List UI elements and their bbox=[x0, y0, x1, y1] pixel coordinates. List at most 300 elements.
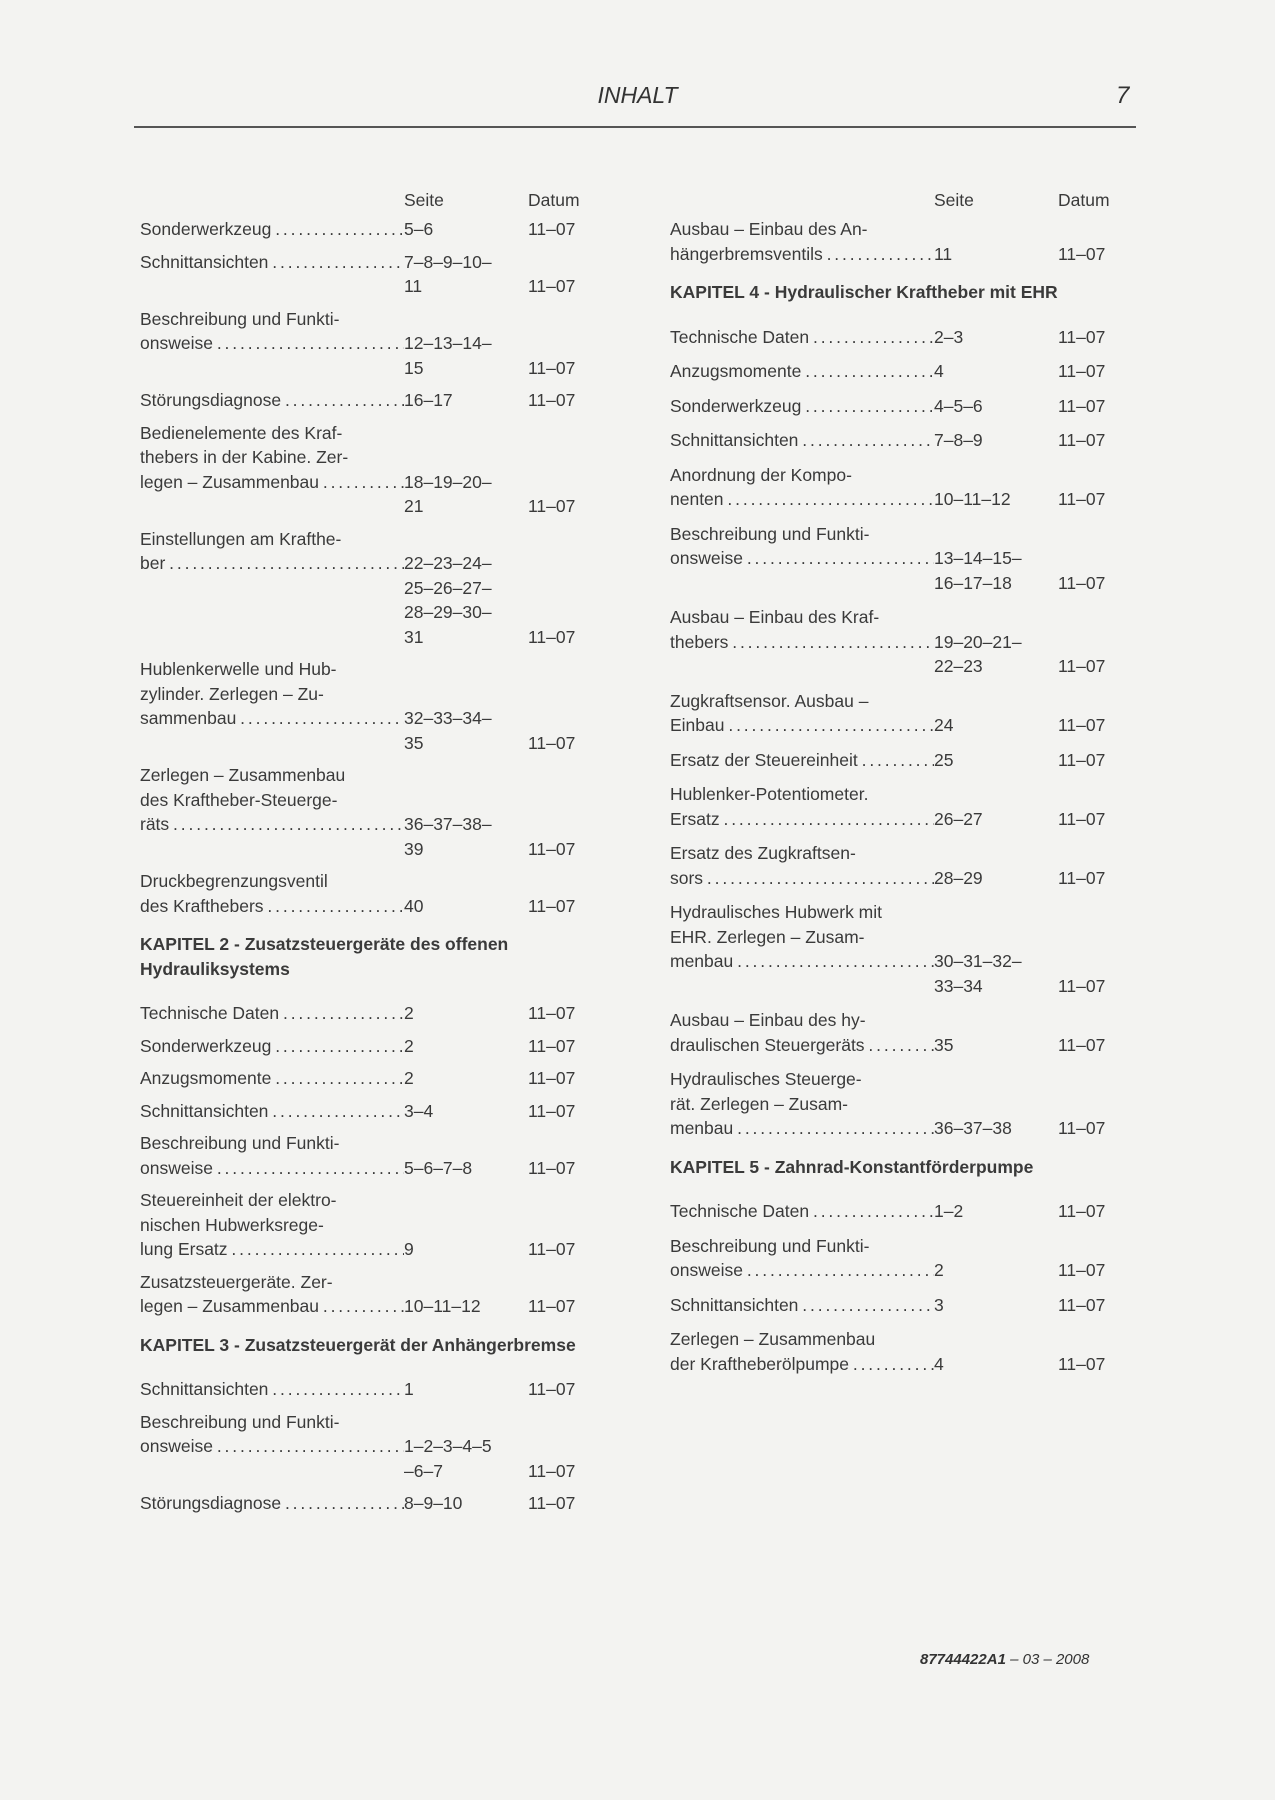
toc-entry-line bbox=[670, 949, 1130, 974]
entry-pages bbox=[404, 682, 528, 707]
entry-pages: 22–23–24– bbox=[404, 553, 492, 573]
entry-pages: 13–14–15– bbox=[934, 548, 1022, 568]
entry-date: 11–07 bbox=[528, 1068, 576, 1088]
entry-date: 11–07 bbox=[1058, 808, 1106, 829]
entry-pages: 36–37–38 bbox=[934, 1118, 1012, 1138]
entry-title: Ausbau – Einbau des hy- bbox=[670, 1010, 866, 1030]
entry-title: nenten . . . bbox=[670, 487, 934, 512]
entry-date bbox=[528, 1188, 600, 1213]
entry-title: Störungsdiagnose . . . bbox=[140, 388, 404, 413]
toc-entry-line bbox=[140, 731, 600, 756]
entry-title: Anzugsmomente . . . bbox=[140, 1066, 404, 1091]
entry-title: Anordnung der Kompo- bbox=[670, 464, 852, 485]
entry-date: 11–07 bbox=[1058, 430, 1106, 450]
entry-title: Schnittansichten . . . bbox=[670, 1293, 934, 1318]
entry-date bbox=[528, 1434, 600, 1459]
entry-title: Hublenker-Potentiometer. bbox=[670, 784, 869, 804]
entry-date bbox=[528, 657, 600, 682]
toc-entry-line bbox=[670, 1258, 1130, 1283]
entry-date: 11–07 bbox=[528, 838, 576, 859]
entry-date: 11–07 bbox=[1058, 1201, 1106, 1221]
entry-date: 11–07 bbox=[528, 219, 576, 239]
entry-date: 11–07 bbox=[1058, 715, 1106, 735]
entry-title: des Krafthebers . . . bbox=[140, 894, 404, 919]
entry-pages: 3–4 bbox=[404, 1100, 434, 1121]
entry-title: Beschreibung und Funkti- bbox=[140, 1411, 340, 1432]
entry-pages: 1–2 bbox=[934, 1201, 964, 1221]
entry-pages: 33–34 bbox=[934, 975, 983, 996]
toc-entry-line bbox=[140, 470, 600, 495]
entry-title bbox=[670, 571, 934, 596]
entry-pages: 25 bbox=[934, 749, 954, 770]
entry-title bbox=[670, 974, 934, 999]
entry-date: 11–07 bbox=[528, 626, 576, 647]
toc-entry-line bbox=[140, 1213, 600, 1238]
entry-pages: 35 bbox=[404, 732, 424, 753]
toc-entry-line bbox=[670, 546, 1130, 571]
entry-title: räts . . . bbox=[140, 812, 404, 837]
toc-entry-line bbox=[670, 1008, 1130, 1033]
toc-entry[interactable] bbox=[670, 325, 1130, 350]
entry-date: 11–07 bbox=[1058, 243, 1106, 264]
entry-pages: 24 bbox=[934, 715, 954, 735]
toc-entry[interactable] bbox=[670, 689, 1130, 738]
entry-pages: 22–23 bbox=[934, 656, 983, 676]
entry-date bbox=[528, 869, 600, 894]
toc-entry-line bbox=[140, 837, 600, 862]
entry-title bbox=[140, 356, 404, 381]
entry-pages bbox=[404, 657, 528, 682]
toc-entry-line bbox=[670, 605, 1130, 630]
entry-date bbox=[528, 1213, 600, 1238]
entry-date bbox=[1058, 900, 1130, 925]
entry-title bbox=[140, 837, 404, 862]
entry-pages: 8–9–10 bbox=[404, 1493, 463, 1513]
entry-title: Hydraulisches Hubwerk mit bbox=[670, 902, 883, 922]
toc-entry[interactable] bbox=[140, 307, 600, 381]
toc-entry-line bbox=[140, 445, 600, 470]
entry-date bbox=[528, 1410, 600, 1435]
entry-title: Beschreibung und Funkti- bbox=[670, 1235, 870, 1256]
entry-date: 11–07 bbox=[528, 390, 576, 410]
toc-entry-line bbox=[670, 217, 1130, 242]
entry-date: 11–07 bbox=[528, 732, 576, 753]
entry-pages: 18–19–20– bbox=[404, 471, 492, 492]
entry-title: legen – Zusammenbau . . . bbox=[140, 470, 404, 495]
entry-title: der Kraftheberölpumpe . . . bbox=[670, 1352, 934, 1377]
toc-entry[interactable] bbox=[670, 748, 1130, 773]
entry-date bbox=[528, 527, 600, 552]
toc-entry-line bbox=[670, 428, 1130, 453]
toc-entry-line bbox=[670, 1234, 1130, 1259]
entry-title: onsweise . . . bbox=[670, 1258, 934, 1283]
entry-pages: 7–8–9–10– bbox=[404, 251, 492, 272]
entry-date: 11–07 bbox=[528, 895, 576, 916]
entry-title: zylinder. Zerlegen – Zu- bbox=[140, 683, 324, 704]
toc-entry[interactable] bbox=[670, 394, 1130, 419]
entry-date bbox=[528, 307, 600, 332]
entry-pages: 15 bbox=[404, 357, 424, 378]
toc-entry-line bbox=[140, 356, 600, 381]
toc-entry[interactable] bbox=[140, 388, 600, 413]
entry-pages: 26–27 bbox=[934, 808, 983, 829]
toc-entry-line bbox=[140, 1270, 600, 1295]
toc-entry[interactable] bbox=[140, 1491, 600, 1516]
toc-entry[interactable] bbox=[140, 1066, 600, 1091]
chapter-heading: KAPITEL 2 - Zusatzsteuergeräte des offenen Hydrauliksystems bbox=[140, 934, 509, 979]
chapter-heading: KAPITEL 3 - Zusatzsteuergerät der Anhängerbremse bbox=[140, 1334, 576, 1355]
entry-date: 11–07 bbox=[528, 1296, 576, 1316]
toc-entry-line bbox=[140, 421, 600, 446]
entry-pages: 31 bbox=[404, 626, 424, 647]
entry-date bbox=[1058, 546, 1130, 571]
entry-date bbox=[1058, 782, 1130, 807]
entry-date: 11–07 bbox=[528, 276, 576, 296]
entry-date bbox=[1058, 1234, 1130, 1259]
toc-entry-line bbox=[140, 1066, 600, 1091]
toc-entry-line bbox=[140, 1156, 600, 1181]
entry-title: lung Ersatz . . . bbox=[140, 1237, 404, 1262]
chapter-heading: KAPITEL 4 - Hydraulischer Kraftheber mit EHR bbox=[670, 282, 1058, 302]
entry-pages: 30–31–32– bbox=[934, 951, 1022, 971]
entry-date: 11–07 bbox=[528, 496, 576, 516]
toc-entry-line bbox=[140, 331, 600, 356]
entry-date bbox=[528, 788, 600, 813]
entry-pages bbox=[404, 1188, 528, 1213]
toc-entry[interactable] bbox=[140, 1410, 600, 1484]
toc-entry[interactable] bbox=[140, 1099, 600, 1124]
toc-entry[interactable] bbox=[140, 1034, 600, 1059]
entry-title: Sonderwerkzeug . . . bbox=[140, 1034, 404, 1059]
entry-title: Störungsdiagnose . . . bbox=[140, 1491, 404, 1516]
entry-pages: 2–3 bbox=[934, 326, 964, 347]
toc-entry[interactable] bbox=[140, 763, 600, 861]
toc-entry[interactable] bbox=[140, 1270, 600, 1319]
entry-date bbox=[528, 600, 600, 625]
toc-entry[interactable] bbox=[670, 428, 1130, 453]
toc-entry-line bbox=[140, 1377, 600, 1402]
entry-title: Beschreibung und Funkti- bbox=[140, 308, 340, 329]
entry-date: 11–07 bbox=[528, 1157, 576, 1178]
entry-date: 11–07 bbox=[528, 1239, 576, 1259]
toc-entry[interactable] bbox=[670, 782, 1130, 831]
toc-entry[interactable] bbox=[670, 522, 1130, 596]
toc-entry[interactable] bbox=[140, 527, 600, 650]
entry-title: EHR. Zerlegen – Zusam- bbox=[670, 926, 865, 947]
entry-title: Ersatz der Steuereinheit . . . bbox=[670, 748, 934, 773]
entry-title bbox=[140, 625, 404, 650]
entry-title: onsweise . . . bbox=[140, 1156, 404, 1181]
entry-title: nischen Hubwerksrege- bbox=[140, 1214, 324, 1235]
entry-pages: 1–2–3–4–5 bbox=[404, 1436, 492, 1456]
entry-title: Schnittansichten . . . bbox=[140, 1099, 404, 1124]
entry-date: 11–07 bbox=[1058, 975, 1106, 996]
toc-entry[interactable] bbox=[670, 900, 1130, 998]
entry-pages: 2 bbox=[404, 1068, 414, 1088]
entry-date: 11–07 bbox=[1058, 395, 1106, 416]
entry-pages bbox=[404, 1131, 528, 1156]
entry-title: Sonderwerkzeug . . . bbox=[140, 217, 404, 242]
toc-entry-line bbox=[140, 494, 600, 519]
entry-pages: 1 bbox=[404, 1379, 414, 1399]
entry-date bbox=[528, 706, 600, 731]
entry-title: Steuereinheit der elektro- bbox=[140, 1190, 337, 1210]
toc-entry[interactable] bbox=[140, 1001, 600, 1026]
toc-entry[interactable] bbox=[140, 421, 600, 519]
entry-pages: 10–11–12 bbox=[404, 1296, 481, 1316]
toc-entry-line bbox=[670, 1199, 1130, 1224]
entry-title: Schnittansichten . . . bbox=[140, 250, 404, 275]
entry-date: 11–07 bbox=[1058, 489, 1106, 509]
entry-pages: 16–17 bbox=[404, 390, 453, 410]
entry-date: 11–07 bbox=[1058, 1118, 1106, 1138]
entry-pages: 21 bbox=[404, 496, 424, 516]
entry-pages: 7–8–9 bbox=[934, 430, 983, 450]
toc-entry-line bbox=[670, 359, 1130, 384]
toc-entry[interactable] bbox=[140, 1188, 600, 1262]
entry-pages: 5–6–7–8 bbox=[404, 1157, 473, 1178]
document-footer bbox=[920, 1651, 1089, 1668]
toc-entry[interactable] bbox=[670, 1199, 1130, 1224]
document-number: 87744422A1 bbox=[920, 1651, 1006, 1668]
toc-entry-line bbox=[140, 576, 600, 601]
entry-date bbox=[1058, 1067, 1130, 1092]
entry-title: Ausbau – Einbau des An- bbox=[670, 219, 868, 239]
toc-entry-line bbox=[670, 571, 1130, 596]
chapter-heading: KAPITEL 5 - Zahnrad-Konstantförderpumpe bbox=[670, 1156, 1034, 1177]
toc-entry[interactable] bbox=[140, 217, 600, 242]
toc-entry-line bbox=[670, 900, 1130, 925]
entry-pages bbox=[404, 527, 528, 552]
entry-pages bbox=[934, 689, 1058, 714]
entry-pages: 32–33–34– bbox=[404, 708, 492, 728]
entry-title: Anzugsmomente . . . bbox=[670, 359, 934, 384]
entry-date: 11–07 bbox=[1058, 1034, 1106, 1055]
entry-date bbox=[1058, 925, 1130, 950]
entry-title: Schnittansichten . . . bbox=[670, 428, 934, 453]
entry-title bbox=[140, 600, 404, 625]
toc-entry-line bbox=[670, 522, 1130, 547]
toc-entry-line bbox=[670, 1033, 1130, 1058]
toc-entry-line bbox=[670, 1293, 1130, 1318]
entry-pages: 11 bbox=[934, 243, 953, 264]
toc-entry[interactable] bbox=[140, 869, 600, 918]
toc-entry[interactable] bbox=[670, 1067, 1130, 1141]
entry-date: 11–07 bbox=[528, 1100, 576, 1121]
column-headers bbox=[140, 185, 600, 215]
toc-entry-line bbox=[140, 600, 600, 625]
entry-date bbox=[1058, 1008, 1130, 1033]
entry-date bbox=[528, 421, 600, 446]
toc-entries bbox=[670, 217, 1130, 1376]
entry-title bbox=[140, 494, 404, 519]
entry-pages bbox=[934, 1327, 1058, 1352]
entry-date: 11–07 bbox=[1058, 867, 1106, 888]
toc-entry-line bbox=[670, 1116, 1130, 1141]
toc-entry[interactable] bbox=[140, 657, 600, 755]
toc-entry-line bbox=[140, 1001, 600, 1026]
entry-title: Zerlegen – Zusammenbau bbox=[140, 765, 346, 785]
toc-entry-line bbox=[140, 274, 600, 299]
entry-date: 11–07 bbox=[1058, 1353, 1106, 1374]
entry-title: hängerbremsventils . . . bbox=[670, 242, 934, 267]
entry-date bbox=[1058, 605, 1130, 630]
entry-pages: 25–26–27– bbox=[404, 577, 492, 598]
entry-pages: 12–13–14– bbox=[404, 333, 492, 353]
toc-entry[interactable] bbox=[140, 1377, 600, 1402]
entry-pages bbox=[934, 841, 1058, 866]
entry-title: sammenbau . . . bbox=[140, 706, 404, 731]
entry-pages: 9 bbox=[404, 1239, 414, 1259]
entry-pages bbox=[934, 1067, 1058, 1092]
toc-entry-line bbox=[140, 1034, 600, 1059]
entry-pages: 5–6 bbox=[404, 219, 434, 239]
toc-entry[interactable] bbox=[140, 250, 600, 299]
entry-pages bbox=[404, 1270, 528, 1295]
entry-pages bbox=[404, 307, 528, 332]
toc-column-right bbox=[670, 185, 1130, 1386]
entry-date: 11–07 bbox=[528, 1035, 576, 1056]
entry-pages bbox=[404, 445, 528, 470]
entry-pages: 19–20–21– bbox=[934, 631, 1022, 652]
entry-title: thebers in der Kabine. Zer- bbox=[140, 447, 349, 467]
entry-title: menbau . . . bbox=[670, 949, 934, 974]
entry-pages bbox=[934, 522, 1058, 547]
toc-entry-line bbox=[140, 1459, 600, 1484]
entry-pages bbox=[934, 782, 1058, 807]
toc-entry-line bbox=[670, 713, 1130, 738]
toc-entry-line bbox=[140, 625, 600, 650]
entry-title bbox=[140, 731, 404, 756]
entry-title: onsweise . . . bbox=[140, 1434, 404, 1459]
entry-date bbox=[528, 445, 600, 470]
document-date: – 03 – 2008 bbox=[1005, 1651, 1090, 1668]
entry-pages: 36–37–38– bbox=[404, 814, 492, 834]
toc-entry-line bbox=[670, 654, 1130, 679]
toc-entry-line bbox=[670, 630, 1130, 655]
column-header-page: Seite bbox=[404, 190, 444, 210]
entry-date bbox=[528, 1270, 600, 1295]
toc-entry[interactable] bbox=[670, 217, 1130, 266]
entry-pages: 39 bbox=[404, 838, 424, 859]
entry-date: 11–07 bbox=[528, 1379, 576, 1399]
toc-entry-line bbox=[140, 788, 600, 813]
toc-entry-line bbox=[140, 217, 600, 242]
toc-entry-line bbox=[140, 657, 600, 682]
entry-date bbox=[528, 682, 600, 707]
entry-pages bbox=[404, 763, 528, 788]
toc-entry-line bbox=[670, 748, 1130, 773]
entry-pages bbox=[934, 900, 1058, 925]
entry-title: Ersatz . . . bbox=[670, 807, 934, 832]
entry-pages: 16–17–18 bbox=[934, 572, 1012, 593]
entry-title: Zusatzsteuergeräte. Zer- bbox=[140, 1271, 333, 1292]
toc-entry[interactable] bbox=[670, 359, 1130, 384]
entry-date: 11–07 bbox=[1058, 326, 1106, 347]
toc-entry[interactable] bbox=[670, 1327, 1130, 1376]
entry-title: Beschreibung und Funkti- bbox=[670, 523, 870, 544]
entry-pages: 3 bbox=[934, 1294, 944, 1315]
toc-entry-line bbox=[670, 1352, 1130, 1377]
page-header-title: INHALT bbox=[597, 82, 678, 108]
entry-pages bbox=[404, 1410, 528, 1435]
header-rule bbox=[134, 126, 1136, 128]
toc-entry-line bbox=[140, 1294, 600, 1319]
toc-entry[interactable] bbox=[140, 1131, 600, 1180]
entry-pages bbox=[934, 1234, 1058, 1259]
entry-pages bbox=[934, 1008, 1058, 1033]
entry-date bbox=[1058, 841, 1130, 866]
entry-title: Technische Daten . . . bbox=[670, 1199, 934, 1224]
entry-date: 11–07 bbox=[1058, 749, 1106, 770]
column-headers bbox=[670, 185, 1130, 215]
entry-pages bbox=[404, 421, 528, 446]
toc-entry-line bbox=[140, 894, 600, 919]
entry-title: rät. Zerlegen – Zusam- bbox=[670, 1093, 848, 1114]
toc-entry-line bbox=[140, 1410, 600, 1435]
entry-date: 11–07 bbox=[528, 1460, 576, 1481]
toc-entry[interactable] bbox=[670, 463, 1130, 512]
entry-pages: 2 bbox=[404, 1035, 414, 1056]
entry-pages: 2 bbox=[404, 1003, 414, 1023]
entry-date: 11–07 bbox=[1058, 1294, 1106, 1315]
entry-date: 11–07 bbox=[1058, 656, 1106, 676]
toc-entry-line bbox=[140, 682, 600, 707]
entry-title: Einbau . . . bbox=[670, 713, 934, 738]
entry-pages: 28–29–30– bbox=[404, 602, 492, 622]
entry-pages: 11 bbox=[404, 276, 423, 296]
entry-pages: 4 bbox=[934, 361, 944, 381]
column-header-date: Datum bbox=[528, 190, 580, 210]
toc-entry-line bbox=[670, 242, 1130, 267]
toc-entry-line bbox=[140, 527, 600, 552]
toc-column-left bbox=[140, 185, 600, 1524]
toc-entry[interactable] bbox=[670, 1234, 1130, 1283]
entry-date bbox=[1058, 949, 1130, 974]
entry-title: Ausbau – Einbau des Kraf- bbox=[670, 607, 880, 627]
entry-title: menbau . . . bbox=[670, 1116, 934, 1141]
entry-title: Schnittansichten . . . bbox=[140, 1377, 404, 1402]
entry-title: Technische Daten . . . bbox=[140, 1001, 404, 1026]
entry-title: ber . . . bbox=[140, 551, 404, 576]
column-header-date: Datum bbox=[1058, 190, 1110, 210]
entry-pages bbox=[934, 605, 1058, 630]
toc-entry[interactable] bbox=[670, 1293, 1130, 1318]
toc-entry[interactable] bbox=[670, 605, 1130, 679]
entry-date bbox=[528, 331, 600, 356]
entry-title: Technische Daten . . . bbox=[670, 325, 934, 350]
entry-pages bbox=[404, 788, 528, 813]
entry-title: legen – Zusammenbau . . . bbox=[140, 1294, 404, 1319]
toc-entry-line bbox=[140, 1099, 600, 1124]
toc-entry-line bbox=[140, 763, 600, 788]
entry-date: 11–07 bbox=[528, 1003, 576, 1023]
entry-title bbox=[140, 1459, 404, 1484]
toc-entry[interactable] bbox=[670, 841, 1130, 890]
entry-title: onsweise . . . bbox=[670, 546, 934, 571]
entry-date: 11–07 bbox=[528, 1493, 576, 1513]
entry-pages bbox=[934, 217, 1058, 242]
toc-entry-line bbox=[140, 1131, 600, 1156]
entry-title: onsweise . . . bbox=[140, 331, 404, 356]
entry-title: thebers . . . bbox=[670, 630, 934, 655]
entry-title: Einstellungen am Krafthe- bbox=[140, 528, 342, 549]
entry-pages: 4 bbox=[934, 1353, 944, 1374]
entry-title: des Kraftheber-Steuerge- bbox=[140, 789, 338, 810]
toc-entry-line bbox=[670, 782, 1130, 807]
toc-entry[interactable] bbox=[670, 1008, 1130, 1057]
entry-title: Hublenkerwelle und Hub- bbox=[140, 659, 337, 679]
